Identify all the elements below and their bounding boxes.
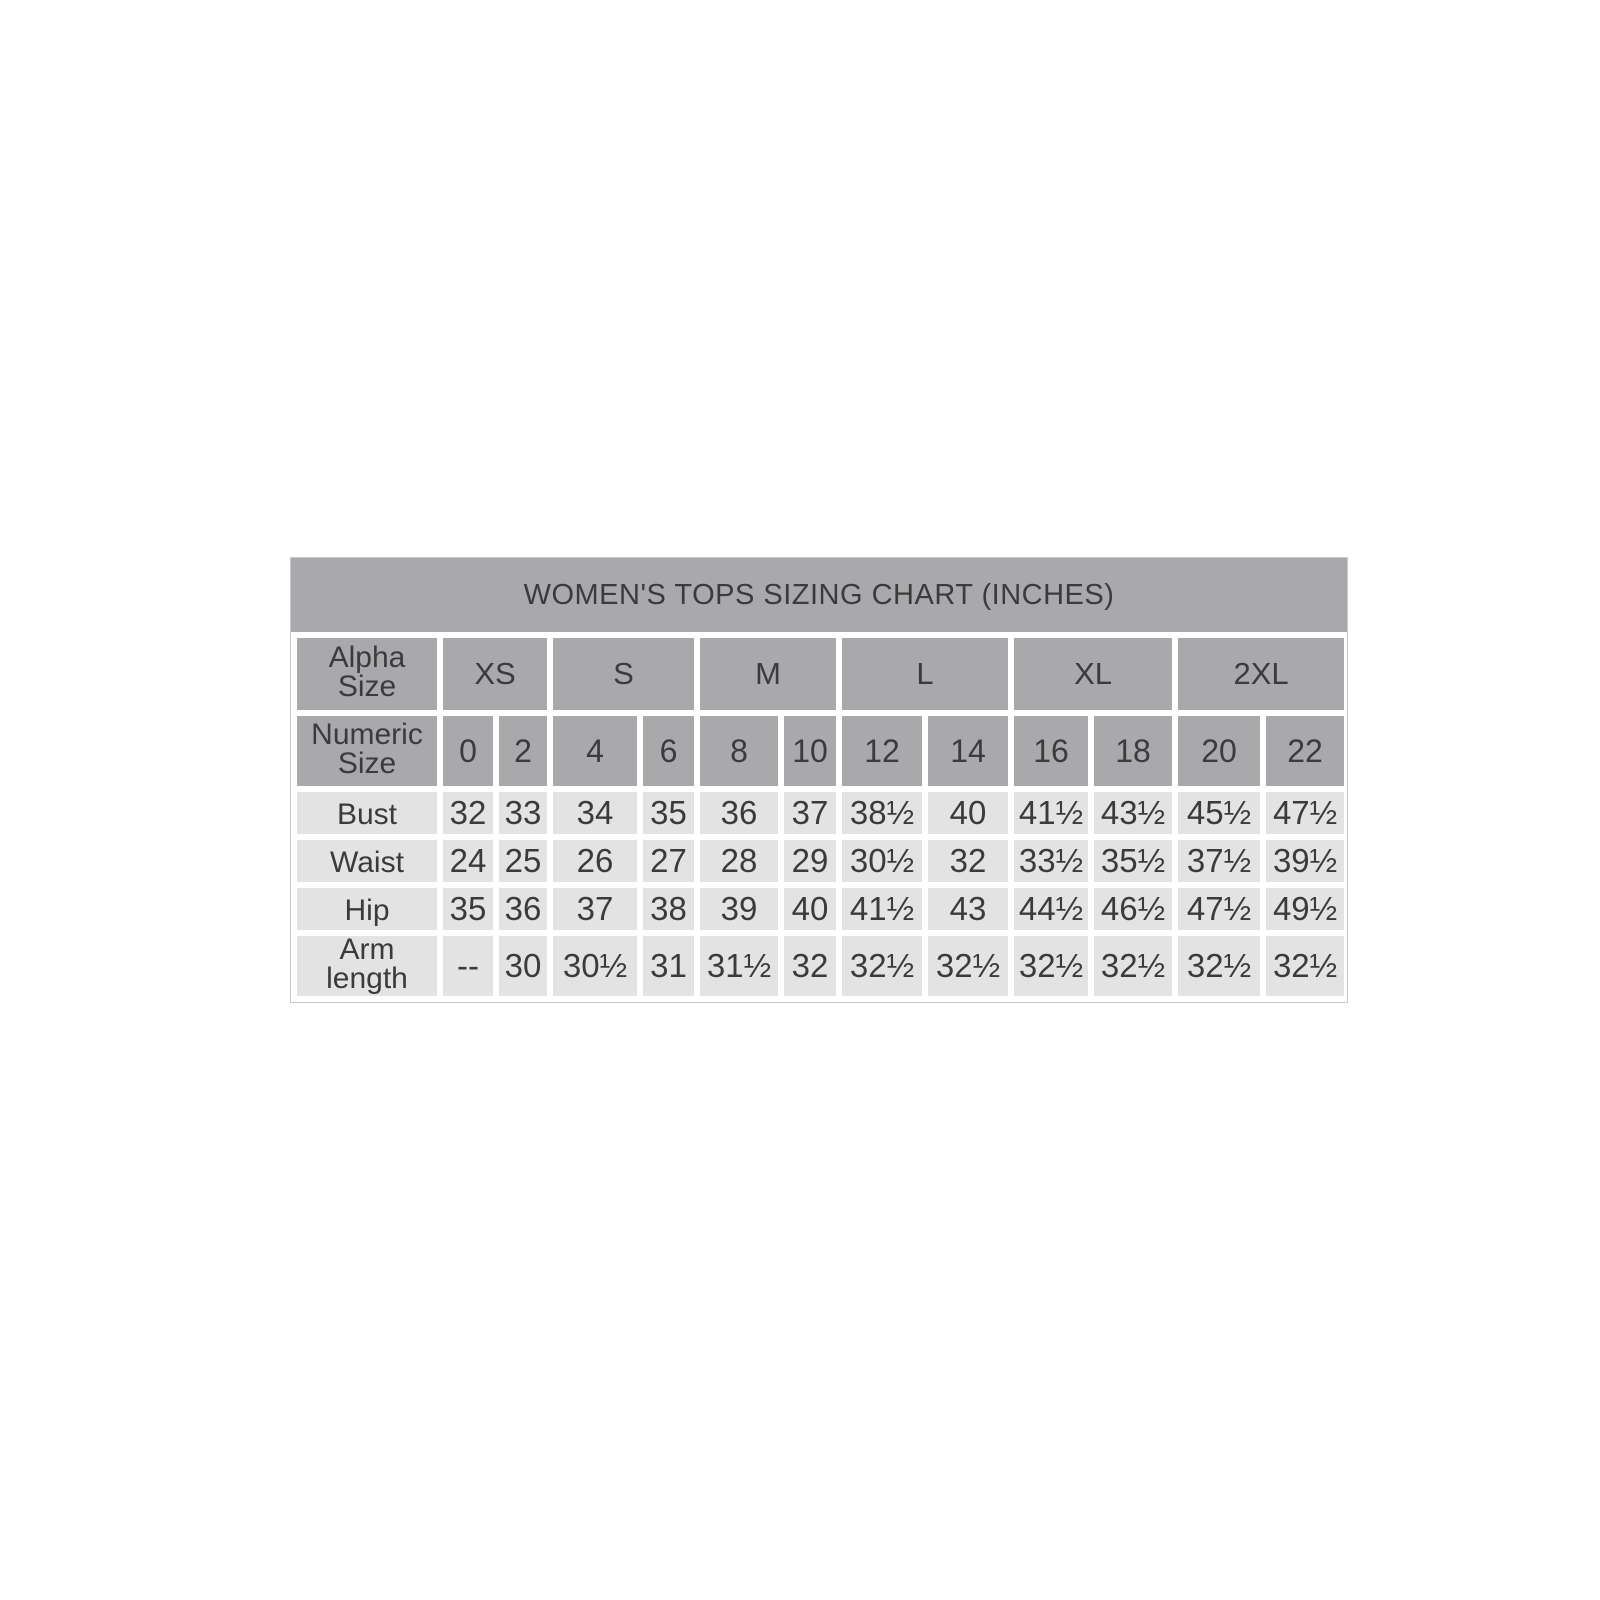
value-waist-12: 30½	[842, 840, 922, 882]
numeric-size-16: 16	[1014, 716, 1088, 786]
row-label-waist	[297, 840, 437, 882]
alpha-size-2xl: 2XL	[1178, 638, 1344, 710]
value-bust-0: 32	[443, 792, 493, 834]
row-label-arm-length-label: Arm length	[326, 936, 408, 995]
corner-alpha-size	[297, 638, 437, 710]
value-hip-8: 39	[700, 888, 778, 930]
value-arm-length-14: 32½	[928, 936, 1008, 996]
value-arm-length-8: 31½	[700, 936, 778, 996]
value-bust-12: 38½	[842, 792, 922, 834]
numeric-size-4: 4	[553, 716, 637, 786]
value-arm-length-12: 32½	[842, 936, 922, 996]
value-waist-18: 35½	[1094, 840, 1172, 882]
row-label-arm-length	[297, 936, 437, 996]
value-bust-8: 36	[700, 792, 778, 834]
value-waist-2: 25	[499, 840, 547, 882]
alpha-size-l: L	[842, 638, 1008, 710]
numeric-size-22: 22	[1266, 716, 1344, 786]
value-arm-length-16: 32½	[1014, 936, 1088, 996]
value-arm-length-22: 32½	[1266, 936, 1344, 996]
numeric-size-12: 12	[842, 716, 922, 786]
sizing-table	[291, 632, 1350, 1002]
value-hip-14: 43	[928, 888, 1008, 930]
value-arm-length-18: 32½	[1094, 936, 1172, 996]
value-bust-2: 33	[499, 792, 547, 834]
sizing-table-body	[297, 638, 1344, 996]
value-bust-4: 34	[553, 792, 637, 834]
value-bust-10: 37	[784, 792, 836, 834]
value-bust-16: 41½	[1014, 792, 1088, 834]
value-hip-12: 41½	[842, 888, 922, 930]
value-hip-2: 36	[499, 888, 547, 930]
value-waist-4: 26	[553, 840, 637, 882]
numeric-size-6: 6	[643, 716, 694, 786]
value-arm-length-6: 31	[643, 936, 694, 996]
measurement-row-arm-length	[297, 936, 1344, 996]
value-arm-length-10: 32	[784, 936, 836, 996]
value-hip-4: 37	[553, 888, 637, 930]
measurement-row-hip	[297, 888, 1344, 930]
value-hip-6: 38	[643, 888, 694, 930]
value-waist-16: 33½	[1014, 840, 1088, 882]
numeric-size-0: 0	[443, 716, 493, 786]
value-bust-22: 47½	[1266, 792, 1344, 834]
value-waist-10: 29	[784, 840, 836, 882]
value-waist-0: 24	[443, 840, 493, 882]
value-arm-length-0: --	[443, 936, 493, 996]
corner-numeric-size-label: Numeric Size	[311, 718, 423, 780]
table-title: WOMEN'S TOPS SIZING CHART (INCHES)	[291, 558, 1347, 632]
row-label-hip	[297, 888, 437, 930]
value-waist-8: 28	[700, 840, 778, 882]
value-bust-6: 35	[643, 792, 694, 834]
value-hip-20: 47½	[1178, 888, 1260, 930]
value-waist-14: 32	[928, 840, 1008, 882]
value-hip-16: 44½	[1014, 888, 1088, 930]
value-hip-0: 35	[443, 888, 493, 930]
alpha-size-m: M	[700, 638, 836, 710]
value-arm-length-2: 30	[499, 936, 547, 996]
row-label-bust	[297, 792, 437, 834]
value-waist-22: 39½	[1266, 840, 1344, 882]
measurement-row-waist	[297, 840, 1344, 882]
value-bust-14: 40	[928, 792, 1008, 834]
numeric-size-10: 10	[784, 716, 836, 786]
alpha-size-xs: XS	[443, 638, 547, 710]
numeric-size-row	[297, 716, 1344, 786]
alpha-size-xl: XL	[1014, 638, 1172, 710]
value-bust-18: 43½	[1094, 792, 1172, 834]
numeric-size-18: 18	[1094, 716, 1172, 786]
value-waist-6: 27	[643, 840, 694, 882]
value-bust-20: 45½	[1178, 792, 1260, 834]
numeric-size-14: 14	[928, 716, 1008, 786]
numeric-size-20: 20	[1178, 716, 1260, 786]
corner-numeric-size	[297, 716, 437, 786]
value-hip-22: 49½	[1266, 888, 1344, 930]
row-label-hip-label: Hip	[344, 894, 390, 927]
value-arm-length-4: 30½	[553, 936, 637, 996]
alpha-size-row	[297, 638, 1344, 710]
row-label-bust-label: Bust	[336, 798, 398, 831]
measurement-row-bust	[297, 792, 1344, 834]
alpha-size-s: S	[553, 638, 694, 710]
value-waist-20: 37½	[1178, 840, 1260, 882]
numeric-size-2: 2	[499, 716, 547, 786]
sizing-chart	[290, 557, 1348, 1003]
value-hip-10: 40	[784, 888, 836, 930]
numeric-size-8: 8	[700, 716, 778, 786]
corner-alpha-size-label: Alpha Size	[328, 641, 406, 703]
row-label-waist-label: Waist	[330, 846, 404, 879]
value-arm-length-20: 32½	[1178, 936, 1260, 996]
value-hip-18: 46½	[1094, 888, 1172, 930]
